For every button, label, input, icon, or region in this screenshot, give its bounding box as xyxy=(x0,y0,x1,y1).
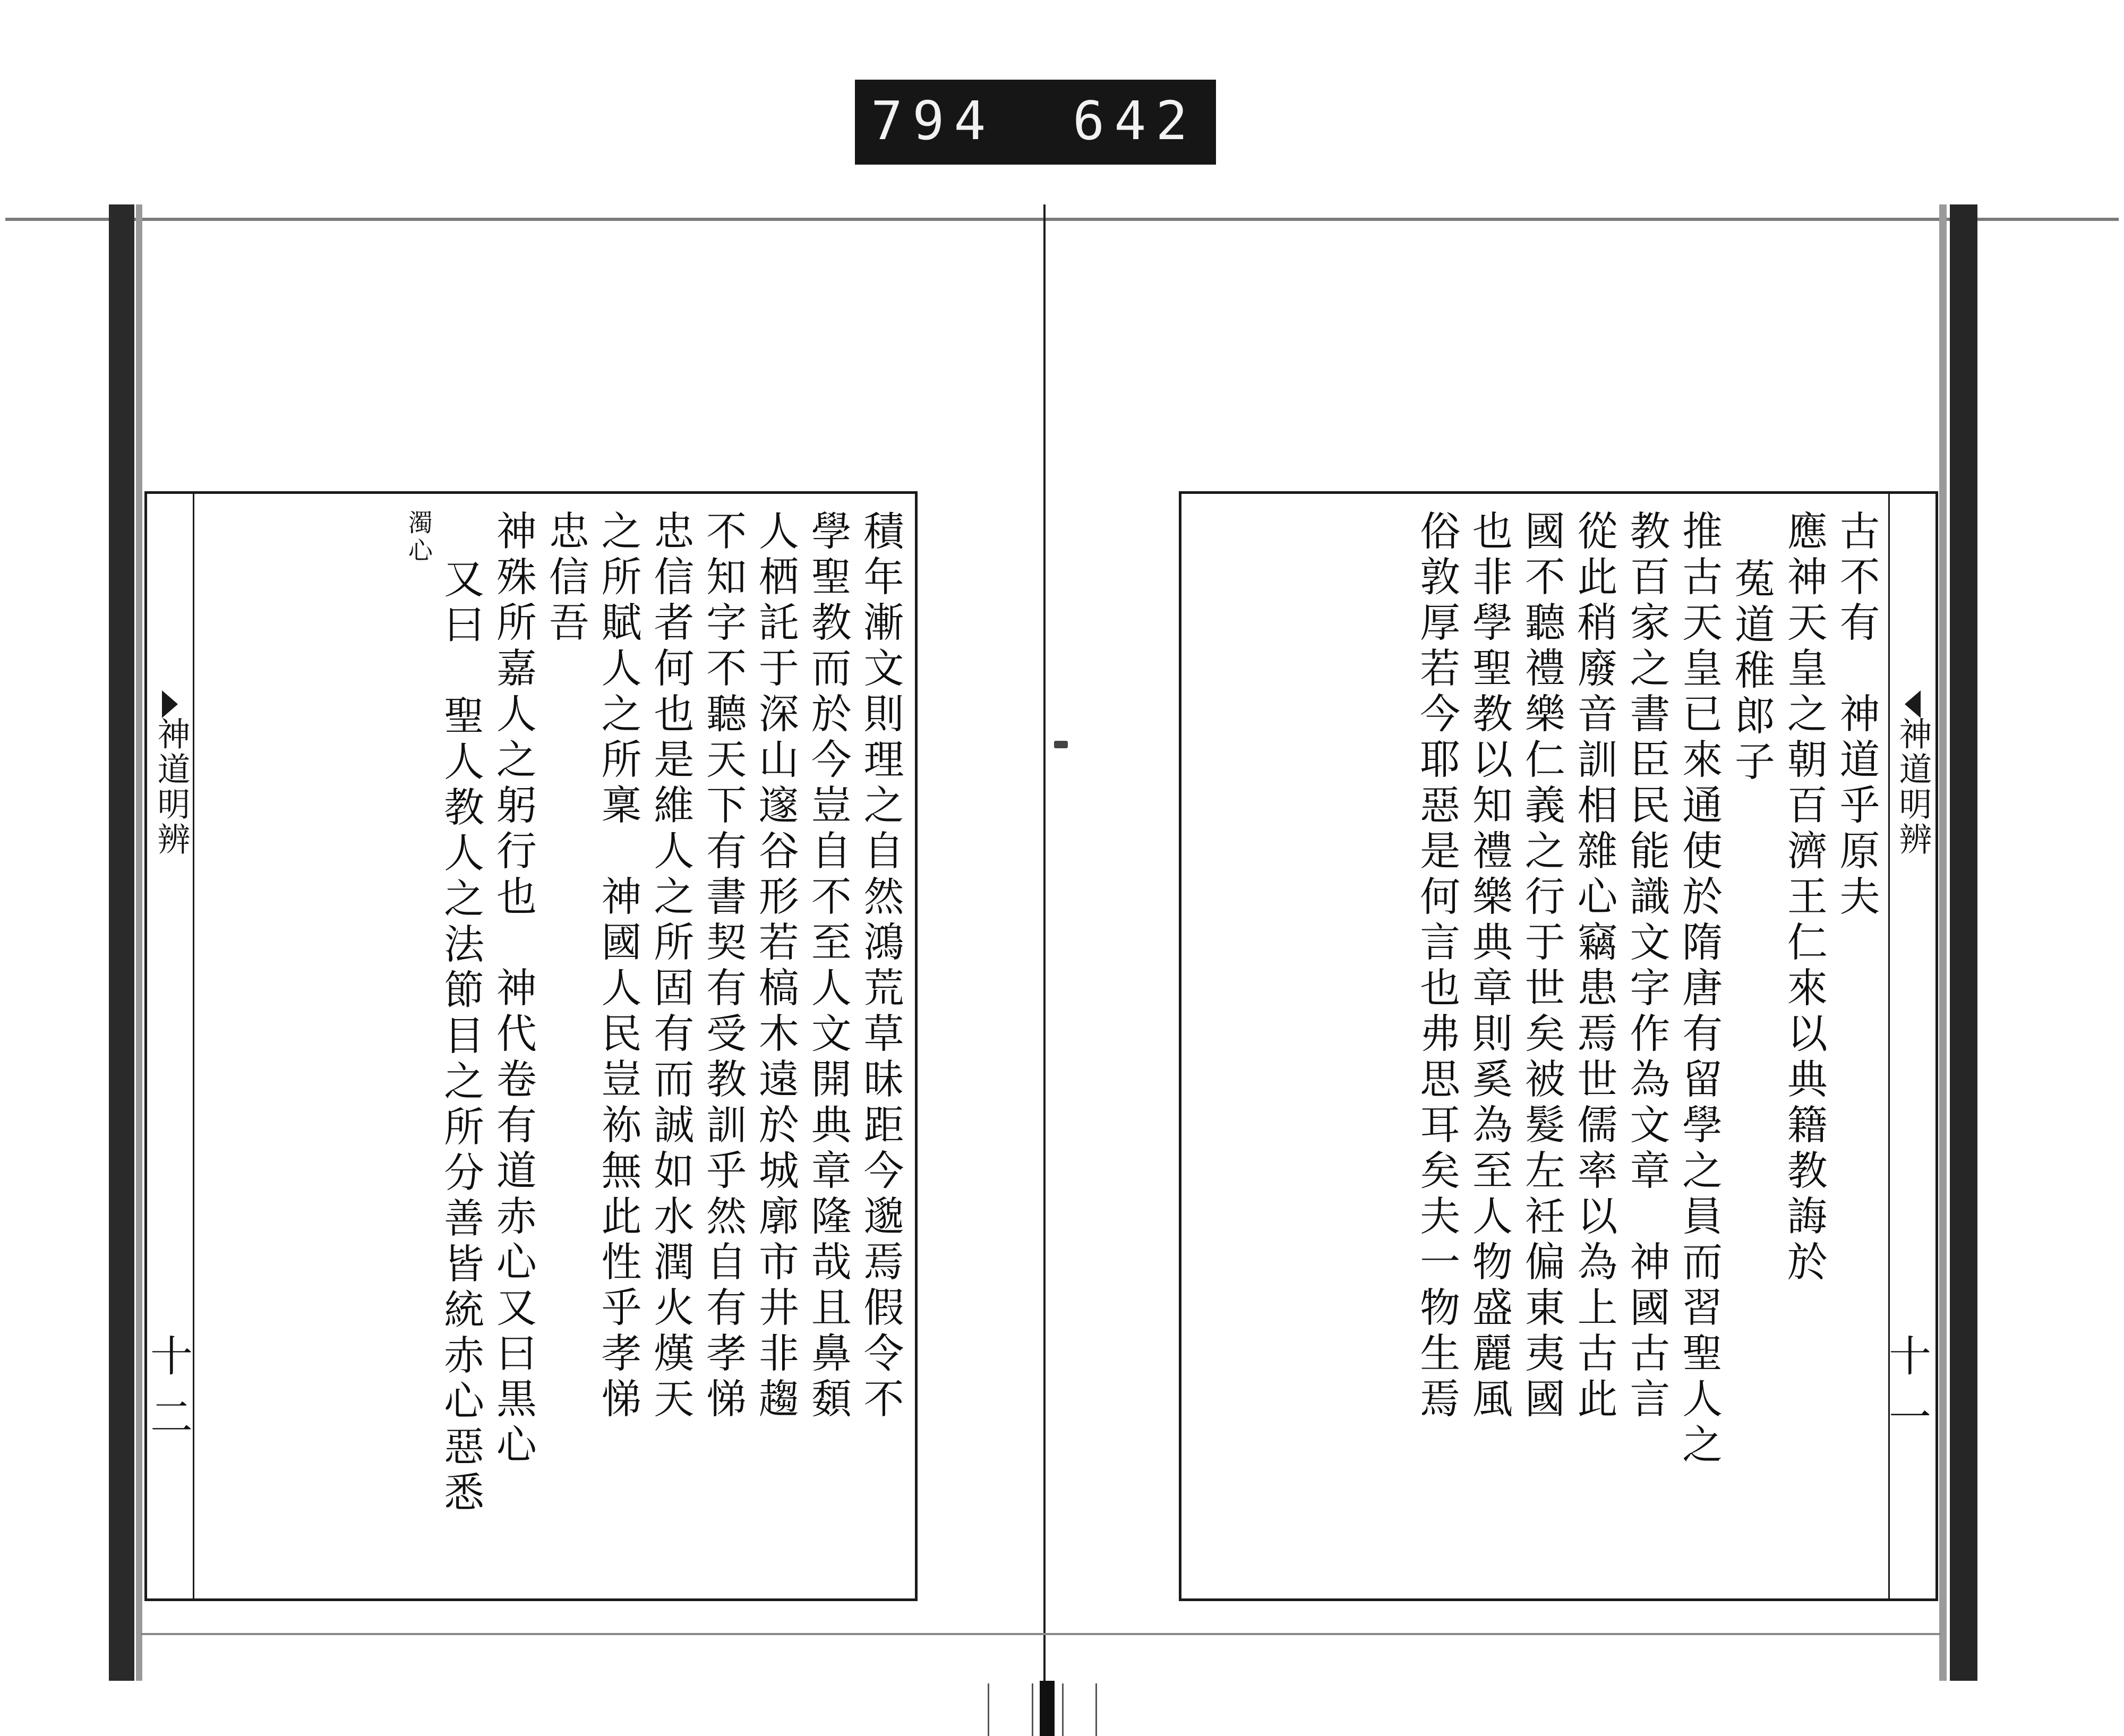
foot-tab-left xyxy=(988,1683,1033,1736)
left-folio-number: 十二 xyxy=(150,1332,193,1442)
text-column: 古不有 神道乎原夫 xyxy=(1833,510,1880,921)
text-column: 從此稍廢音訓相雜心竊患焉世儒率以為上古此 xyxy=(1571,510,1618,1423)
text-column: 神殊所嘉人之躬行也 神代卷有道赤心又曰黒心 xyxy=(490,510,537,1469)
right-running-title: 神道明辨 xyxy=(1894,717,1932,857)
text-column: 又曰 聖人教人之法節目之所分善皆統赤心惡悉 xyxy=(437,558,485,1517)
right-cover-edge-shadow xyxy=(1939,204,1947,1681)
right-page-frame xyxy=(1179,491,1938,1601)
book-gutter-line xyxy=(1043,204,1046,1691)
text-column: 也非學聖教以知禮樂典章則奚為至人物盛麗風 xyxy=(1466,510,1513,1423)
fold-mark-icon xyxy=(162,690,178,718)
foot-tab-right xyxy=(1062,1683,1097,1736)
book-top-edge xyxy=(5,218,2119,221)
text-column: 俗敦厚若今耶惡是何言也弗思耳矣夫一物生焉 xyxy=(1413,510,1461,1423)
text-column: 忠信者何也是維人之所固有而誠如水潤火熯天 xyxy=(647,510,695,1423)
right-folio-number: 十一 xyxy=(1889,1332,1931,1442)
text-column: 國不聽禮樂仁義之行于世矣被髮左衽偏東夷國 xyxy=(1518,510,1566,1423)
left-page-text xyxy=(200,510,906,1630)
text-column-annotation: 濁心 xyxy=(404,510,433,565)
right-page-text xyxy=(1192,510,1882,1630)
text-column: 學聖教而於今豈自不至人文開典章隆哉且鼻䫋 xyxy=(804,510,852,1423)
left-page-frame xyxy=(144,491,918,1601)
gutter-foot-block xyxy=(1040,1681,1055,1736)
archive-scan-label xyxy=(855,80,1216,165)
text-column: 積年漸文則理之自然鴻荒草昧距今邈焉假令不 xyxy=(857,510,904,1423)
book-bottom-edge xyxy=(141,1633,1941,1635)
text-column: 推古天皇已來通使於隋唐有留學之員而習聖人之 xyxy=(1675,510,1723,1469)
text-column: 忠信吾 xyxy=(542,510,590,647)
left-page-hashira xyxy=(147,494,194,1598)
text-column: 菟道稚郎子 xyxy=(1728,558,1776,786)
fold-mark-icon xyxy=(1905,690,1921,718)
left-cover-edge xyxy=(109,204,134,1681)
left-running-title: 神道明辨 xyxy=(152,717,191,857)
left-cover-edge-shadow xyxy=(136,204,142,1681)
text-column: 應神天皇之朝百濟王仁來以典籍教誨於 xyxy=(1780,510,1828,1286)
text-column: 不知字不聽天下有書契有受教訓乎然自有孝悌 xyxy=(699,510,747,1423)
right-page-hashira xyxy=(1888,494,1935,1598)
right-cover-edge xyxy=(1950,204,1977,1681)
text-column: 人栖託于深山邃谷形若槁木遠於城廓市井非趨 xyxy=(752,510,800,1423)
binding-hole-mark xyxy=(1054,741,1068,748)
text-column: 之所賦人之所稟 神國人民豈袮無此性乎孝悌 xyxy=(595,510,643,1423)
scan-number-right: 642 xyxy=(1073,90,1197,152)
text-column: 教百家之書臣民能識文字作為文章 神國古言 xyxy=(1623,510,1671,1423)
scan-number-left: 794 xyxy=(871,90,996,152)
